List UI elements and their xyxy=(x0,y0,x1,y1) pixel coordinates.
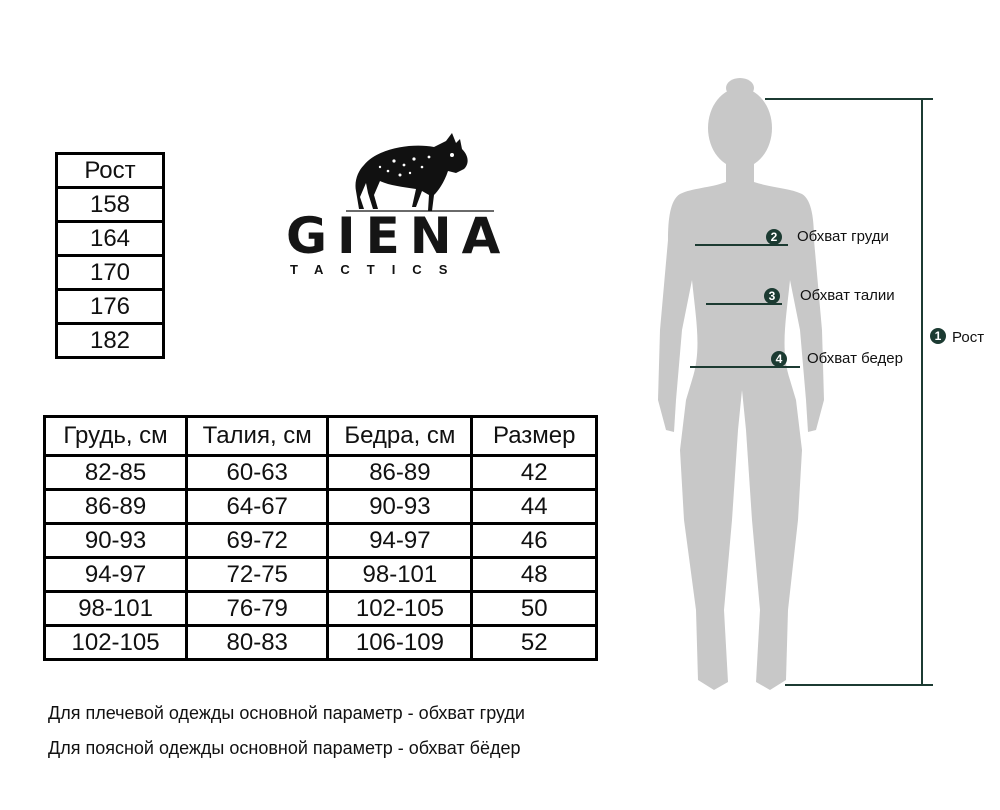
column-header-hips: Бедра, см xyxy=(328,417,472,456)
table-row xyxy=(45,490,597,524)
cell-size: 52 xyxy=(472,626,597,660)
cell-chest: 90-93 xyxy=(45,524,187,558)
table-row xyxy=(45,558,597,592)
height-table xyxy=(55,152,165,359)
column-header-chest: Грудь, см xyxy=(45,417,187,456)
cell-size: 48 xyxy=(472,558,597,592)
label-hips: Обхват бедер xyxy=(807,350,903,367)
cell-chest: 86-89 xyxy=(45,490,187,524)
table-row xyxy=(45,626,597,660)
cell-waist: 64-67 xyxy=(187,490,328,524)
brand-subtitle: TACTICS xyxy=(290,262,465,277)
cell-chest: 82-85 xyxy=(45,456,187,490)
cell-size: 46 xyxy=(472,524,597,558)
table-row xyxy=(45,524,597,558)
cell-waist: 80-83 xyxy=(187,626,328,660)
cell-hips: 98-101 xyxy=(328,558,472,592)
height-header: Рост xyxy=(57,154,164,188)
cell-waist: 69-72 xyxy=(187,524,328,558)
size-table-header-row xyxy=(45,417,597,456)
cell-hips: 90-93 xyxy=(328,490,472,524)
height-value: 164 xyxy=(57,222,164,256)
note-upper-garments: Для плечевой одежды основной параметр - обхват груди xyxy=(48,703,525,723)
badge-height: 1 xyxy=(930,328,946,344)
cell-hips: 94-97 xyxy=(328,524,472,558)
cell-chest: 98-101 xyxy=(45,592,187,626)
table-row xyxy=(45,456,597,490)
cell-hips: 106-109 xyxy=(328,626,472,660)
height-value: 182 xyxy=(57,324,164,358)
cell-waist: 60-63 xyxy=(187,456,328,490)
brand-name: GIENA xyxy=(286,207,511,265)
cell-hips: 86-89 xyxy=(328,456,472,490)
label-chest: Обхват груди xyxy=(797,228,889,245)
table-row xyxy=(45,592,597,626)
cell-chest: 102-105 xyxy=(45,626,187,660)
height-value: 170 xyxy=(57,256,164,290)
badge-hips: 4 xyxy=(771,351,787,367)
column-header-size: Размер xyxy=(472,417,597,456)
cell-size: 44 xyxy=(472,490,597,524)
cell-chest: 94-97 xyxy=(45,558,187,592)
cell-waist: 76-79 xyxy=(187,592,328,626)
height-bracket xyxy=(745,95,945,695)
badge-waist: 3 xyxy=(764,288,780,304)
badge-chest: 2 xyxy=(766,229,782,245)
cell-size: 42 xyxy=(472,456,597,490)
size-table xyxy=(43,415,598,661)
label-waist: Обхват талии xyxy=(800,287,895,304)
cell-size: 50 xyxy=(472,592,597,626)
label-height: Рост xyxy=(952,329,985,346)
cell-waist: 72-75 xyxy=(187,558,328,592)
note-lower-garments: Для поясной одежды основной параметр - обхват бёдер xyxy=(48,738,521,758)
height-value: 176 xyxy=(57,290,164,324)
height-value: 158 xyxy=(57,188,164,222)
cell-hips: 102-105 xyxy=(328,592,472,626)
column-header-waist: Талия, см xyxy=(187,417,328,456)
